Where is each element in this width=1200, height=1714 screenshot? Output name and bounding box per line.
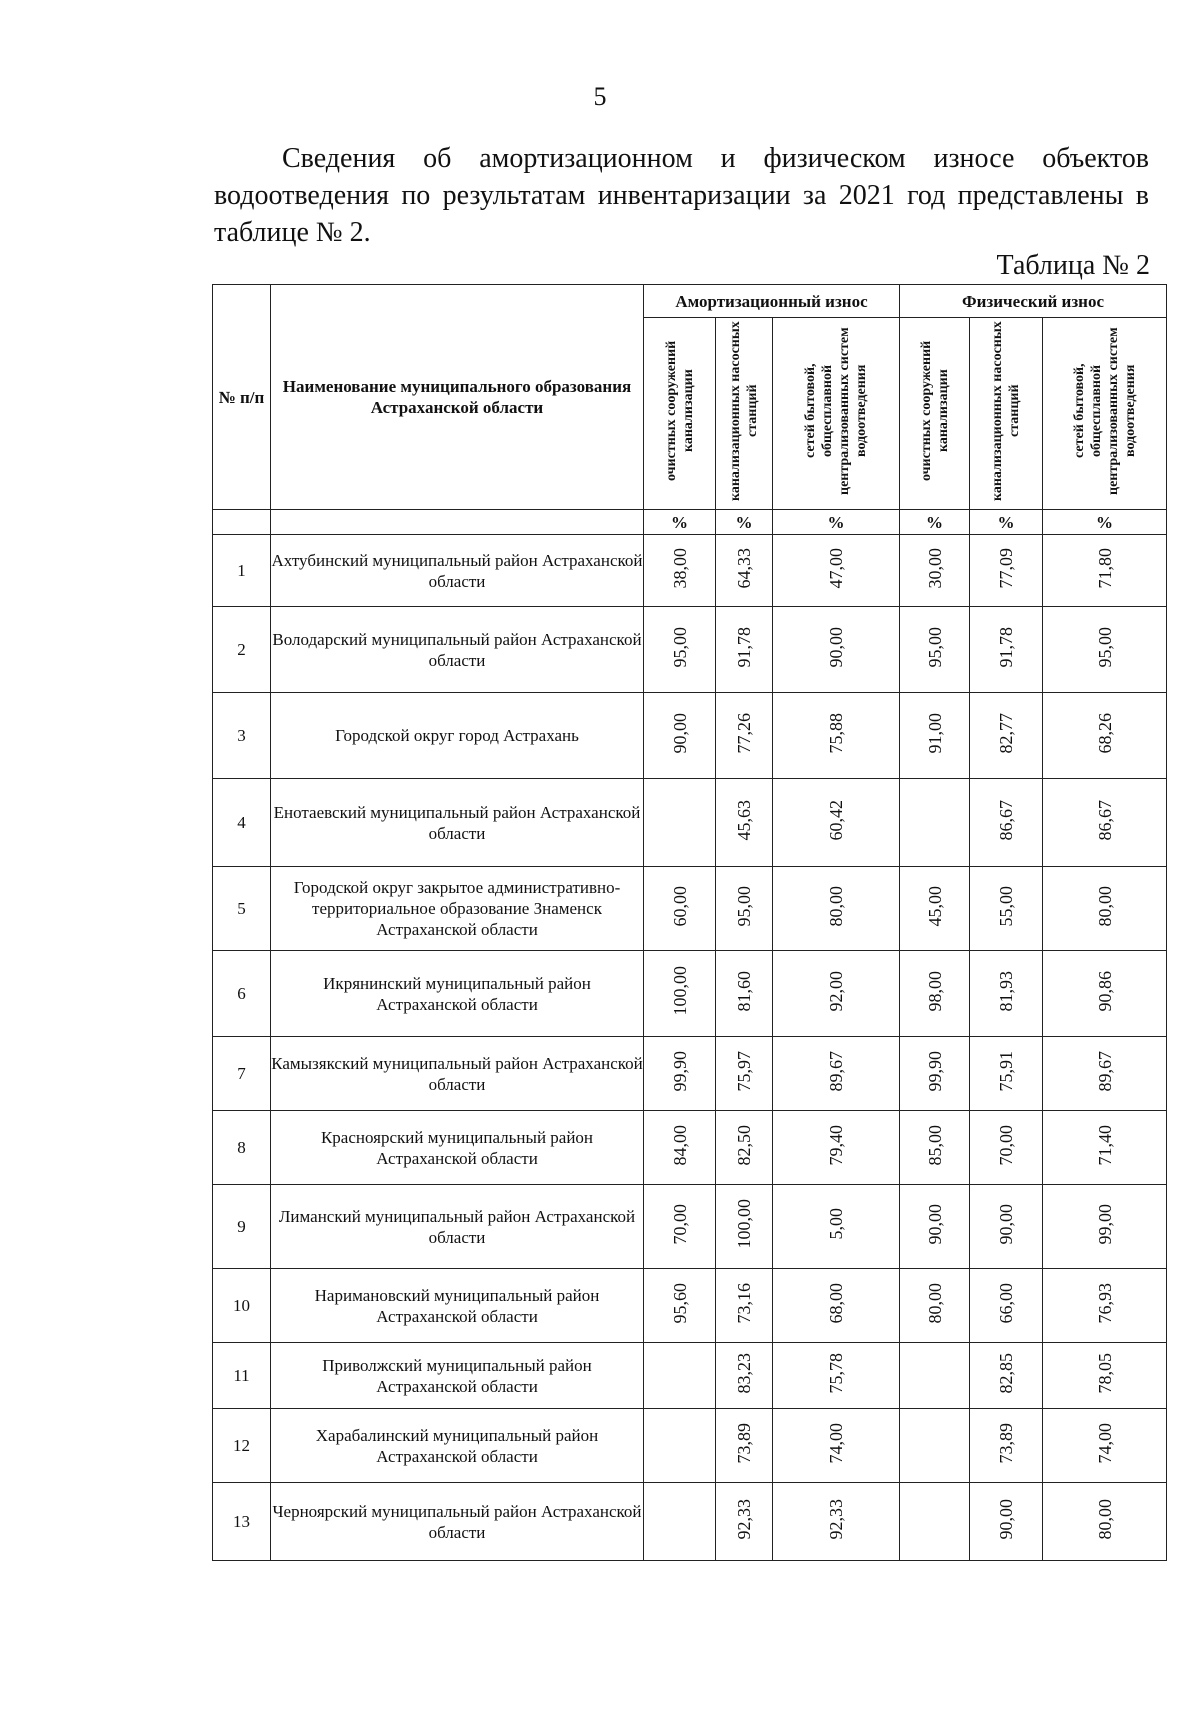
row-value-cell (1043, 1343, 1167, 1409)
row-value-cell (900, 607, 970, 693)
row-value-p2: 70,00 (996, 1124, 1016, 1166)
header-phys-pump-text: канализационных насосных станций (990, 321, 1022, 501)
row-value-p1: 90,00 (924, 1203, 945, 1245)
row-number: 10 (213, 1269, 271, 1343)
row-value-cell (644, 693, 716, 779)
row-value-cell (900, 951, 970, 1037)
row-value-cell (773, 607, 900, 693)
row-value-cell (1043, 535, 1167, 607)
row-value-a3: 47,00 (826, 547, 846, 589)
row-number: 2 (213, 607, 271, 693)
row-number: 6 (213, 951, 271, 1037)
row-number: 7 (213, 1037, 271, 1111)
row-value-p2: 77,09 (996, 547, 1016, 589)
row-value-cell (970, 535, 1043, 607)
row-value-p3: 76,93 (1094, 1282, 1115, 1324)
header-amort-pump-text: канализационных насосных станций (728, 321, 760, 501)
row-value-cell (716, 951, 773, 1037)
row-value-cell (970, 1343, 1043, 1409)
table-row (213, 1269, 1167, 1343)
row-value-a3: 90,00 (826, 626, 846, 668)
row-value-p3: 74,00 (1094, 1422, 1115, 1464)
row-value-cell (773, 1185, 900, 1269)
row-value-cell (773, 1343, 900, 1409)
row-value-cell (716, 1343, 773, 1409)
row-value-cell (716, 1269, 773, 1343)
row-value-p1: 91,00 (924, 712, 945, 754)
row-value-p3: 86,67 (1094, 799, 1115, 841)
row-value-a3: 80,00 (826, 885, 846, 927)
row-value-cell (644, 1037, 716, 1111)
row-value-cell (900, 1483, 970, 1561)
row-value-cell (1043, 1111, 1167, 1185)
header-phys-treatment-text: очистных сооружений канализации (918, 340, 951, 482)
header-amort-treatment (644, 318, 716, 510)
row-value-cell (900, 1269, 970, 1343)
table-row (213, 867, 1167, 951)
row-value-cell (644, 1111, 716, 1185)
row-value-cell (900, 1037, 970, 1111)
row-value-cell (644, 1483, 716, 1561)
header-phys-networks-text: сетей бытовой, общесплавной централизованных систем водоотведения (1071, 327, 1138, 495)
table-row (213, 1343, 1167, 1409)
row-value-cell (970, 867, 1043, 951)
row-value-p3: 99,00 (1094, 1203, 1115, 1245)
row-value-a2: 100,00 (734, 1199, 754, 1249)
row-municipality-name: Красноярский муниципальный район Астраханской области (271, 1111, 644, 1185)
header-phys-treatment (900, 318, 970, 510)
row-municipality-name: Черноярский муниципальный район Астраханской области (271, 1483, 644, 1561)
table-caption: Таблица № 2 (996, 250, 1150, 281)
row-value-cell (900, 1111, 970, 1185)
row-value-p3: 71,40 (1094, 1124, 1115, 1166)
row-value-cell (1043, 1269, 1167, 1343)
row-value-p3: 78,05 (1094, 1352, 1115, 1394)
row-value-cell (970, 607, 1043, 693)
row-value-p1: 30,00 (924, 547, 945, 589)
row-value-a1: 84,00 (669, 1124, 690, 1166)
row-value-p2: 66,00 (996, 1282, 1016, 1324)
row-value-cell (773, 1269, 900, 1343)
header-amort-networks (773, 318, 900, 510)
row-value-cell (716, 1409, 773, 1483)
row-value-a2: 45,63 (734, 799, 754, 841)
row-value-a3: 75,78 (826, 1352, 846, 1394)
header-amort-pump (716, 318, 773, 510)
row-value-a3: 5,00 (826, 1208, 846, 1240)
row-value-cell (773, 535, 900, 607)
row-value-cell (716, 607, 773, 693)
row-value-a1: 99,90 (669, 1050, 690, 1092)
row-value-cell (1043, 693, 1167, 779)
row-number: 3 (213, 693, 271, 779)
row-value-cell (773, 867, 900, 951)
row-municipality-name: Камызякский муниципальный район Астраханской области (271, 1037, 644, 1111)
row-value-a1: 90,00 (669, 712, 690, 754)
row-value-p3: 90,86 (1094, 970, 1115, 1012)
row-value-cell (900, 1343, 970, 1409)
row-value-cell (900, 693, 970, 779)
row-value-a1: 38,00 (669, 547, 690, 589)
row-value-a2: 81,60 (734, 970, 754, 1012)
row-municipality-name: Лиманский муниципальный район Астраханской области (271, 1185, 644, 1269)
row-value-cell (644, 607, 716, 693)
row-value-cell (1043, 951, 1167, 1037)
row-number: 11 (213, 1343, 271, 1409)
row-value-a3: 92,33 (826, 1498, 846, 1540)
row-value-a2: 73,16 (734, 1282, 754, 1324)
row-value-a3: 75,88 (826, 712, 846, 754)
row-value-p1: 98,00 (924, 970, 945, 1012)
row-value-p3: 95,00 (1094, 626, 1115, 668)
row-number: 12 (213, 1409, 271, 1483)
header-amort-treatment-text: очистных сооружений канализации (663, 340, 696, 482)
row-value-cell (1043, 607, 1167, 693)
row-value-a2: 73,89 (734, 1422, 754, 1464)
table-row (213, 951, 1167, 1037)
row-value-a2: 91,78 (734, 626, 754, 668)
row-value-a1: 95,60 (669, 1282, 690, 1324)
row-value-cell (644, 951, 716, 1037)
table-row (213, 535, 1167, 607)
header-name: Наименование муниципального образования Астраханской области (271, 285, 644, 510)
row-value-a1: 60,00 (669, 885, 690, 927)
wear-table (212, 284, 1167, 1561)
intro-paragraph: Сведения об амортизационном и физическом износе объектов водоотведения по результатам инвентаризации за 2021 год представлены в таблице № 2. (214, 143, 1149, 248)
row-value-cell (1043, 779, 1167, 867)
row-municipality-name: Наримановский муниципальный район Астраханской области (271, 1269, 644, 1343)
row-value-cell (900, 779, 970, 867)
unit-blank-num (213, 510, 271, 535)
row-value-cell (644, 1409, 716, 1483)
row-value-a2: 64,33 (734, 547, 754, 589)
row-municipality-name: Приволжский муниципальный район Астраханской области (271, 1343, 644, 1409)
row-value-cell (1043, 1185, 1167, 1269)
row-value-p2: 75,91 (996, 1050, 1016, 1092)
page-number: 5 (593, 82, 607, 111)
row-value-p2: 90,00 (996, 1203, 1016, 1245)
row-value-cell (970, 1483, 1043, 1561)
row-value-p1: 99,90 (924, 1050, 945, 1092)
row-municipality-name: Ахтубинский муниципальный район Астраханской области (271, 535, 644, 607)
header-num: № п/п (213, 285, 271, 510)
table-row (213, 1037, 1167, 1111)
row-value-a3: 79,40 (826, 1124, 846, 1166)
row-municipality-name: Володарский муниципальный район Астраханской области (271, 607, 644, 693)
row-value-cell (716, 693, 773, 779)
row-value-p2: 82,85 (996, 1352, 1016, 1394)
row-value-cell (644, 779, 716, 867)
row-value-a3: 89,67 (826, 1050, 846, 1092)
row-value-a1: 100,00 (669, 966, 690, 1016)
row-value-a1: 70,00 (669, 1203, 690, 1245)
row-value-a1: 95,00 (669, 626, 690, 668)
table-row (213, 693, 1167, 779)
unit-cell: % (716, 510, 773, 535)
row-value-a3: 68,00 (826, 1282, 846, 1324)
row-value-p1: 80,00 (924, 1282, 945, 1324)
row-value-p3: 80,00 (1094, 1498, 1115, 1540)
row-value-p2: 81,93 (996, 970, 1016, 1012)
table-row (213, 607, 1167, 693)
row-value-cell (773, 1111, 900, 1185)
row-value-p2: 73,89 (996, 1422, 1016, 1464)
row-municipality-name: Икрянинский муниципальный район Астраханской области (271, 951, 644, 1037)
unit-cell: % (773, 510, 900, 535)
row-value-p3: 80,00 (1094, 885, 1115, 927)
row-number: 8 (213, 1111, 271, 1185)
row-value-a2: 82,50 (734, 1124, 754, 1166)
unit-cell: % (1043, 510, 1167, 535)
table-body (213, 535, 1167, 1561)
row-value-cell (644, 1269, 716, 1343)
row-value-cell (900, 867, 970, 951)
row-value-a2: 95,00 (734, 885, 754, 927)
row-value-p3: 68,26 (1094, 712, 1115, 754)
row-number: 5 (213, 867, 271, 951)
row-value-a2: 83,23 (734, 1352, 754, 1394)
row-value-cell (970, 779, 1043, 867)
row-value-cell (716, 779, 773, 867)
row-value-p2: 86,67 (996, 799, 1016, 841)
row-value-cell (716, 867, 773, 951)
row-municipality-name: Городской округ закрытое административно-территориальное образование Знаменск Астраханской области (271, 867, 644, 951)
row-value-cell (970, 951, 1043, 1037)
row-municipality-name: Енотаевский муниципальный район Астраханской области (271, 779, 644, 867)
row-value-cell (644, 1343, 716, 1409)
row-value-a2: 75,97 (734, 1050, 754, 1092)
row-number: 1 (213, 535, 271, 607)
row-value-cell (644, 1185, 716, 1269)
row-value-cell (970, 1409, 1043, 1483)
row-value-cell (900, 1409, 970, 1483)
row-value-a3: 74,00 (826, 1422, 846, 1464)
row-value-p2: 90,00 (996, 1498, 1016, 1540)
row-number: 13 (213, 1483, 271, 1561)
table-row (213, 1409, 1167, 1483)
header-phys-pump (970, 318, 1043, 510)
row-value-a2: 92,33 (734, 1498, 754, 1540)
row-value-cell (644, 867, 716, 951)
header-amort-networks-text: сетей бытовой, общесплавной централизованных систем водоотведения (803, 327, 869, 495)
row-number: 9 (213, 1185, 271, 1269)
row-value-cell (970, 1037, 1043, 1111)
row-number: 4 (213, 779, 271, 867)
row-value-p2: 91,78 (996, 626, 1016, 668)
unit-blank-name (271, 510, 644, 535)
row-value-cell (900, 535, 970, 607)
row-value-p2: 82,77 (996, 712, 1016, 754)
row-value-cell (1043, 1037, 1167, 1111)
table-row (213, 779, 1167, 867)
row-value-p1: 95,00 (924, 626, 945, 668)
row-value-cell (970, 1269, 1043, 1343)
row-value-p1: 85,00 (924, 1124, 945, 1166)
unit-cell: % (644, 510, 716, 535)
row-value-cell (773, 1483, 900, 1561)
table-row (213, 1483, 1167, 1561)
row-value-cell (773, 951, 900, 1037)
row-municipality-name: Харабалинский муниципальный район Астраханской области (271, 1409, 644, 1483)
row-value-cell (716, 1037, 773, 1111)
row-value-cell (644, 535, 716, 607)
row-value-cell (716, 1483, 773, 1561)
row-value-cell (716, 1185, 773, 1269)
row-value-cell (773, 1037, 900, 1111)
row-value-p3: 89,67 (1094, 1050, 1115, 1092)
row-value-cell (1043, 1409, 1167, 1483)
table-row (213, 1111, 1167, 1185)
row-municipality-name: Городской округ город Астрахань (271, 693, 644, 779)
row-value-cell (773, 693, 900, 779)
header-group-phys: Физический износ (900, 285, 1167, 318)
header-phys-networks (1043, 318, 1167, 510)
row-value-cell (970, 693, 1043, 779)
row-value-cell (773, 779, 900, 867)
row-value-cell (716, 1111, 773, 1185)
row-value-p1: 45,00 (924, 885, 945, 927)
row-value-cell (716, 535, 773, 607)
header-group-amort: Амортизационный износ (644, 285, 900, 318)
unit-cell: % (970, 510, 1043, 535)
row-value-cell (970, 1185, 1043, 1269)
row-value-p3: 71,80 (1094, 547, 1115, 589)
row-value-p2: 55,00 (996, 885, 1016, 927)
table-row (213, 1185, 1167, 1269)
row-value-a3: 92,00 (826, 970, 846, 1012)
row-value-a3: 60,42 (826, 799, 846, 841)
unit-cell: % (900, 510, 970, 535)
row-value-cell (1043, 1483, 1167, 1561)
row-value-a2: 77,26 (734, 712, 754, 754)
row-value-cell (970, 1111, 1043, 1185)
row-value-cell (1043, 867, 1167, 951)
row-value-cell (900, 1185, 970, 1269)
row-value-cell (773, 1409, 900, 1483)
